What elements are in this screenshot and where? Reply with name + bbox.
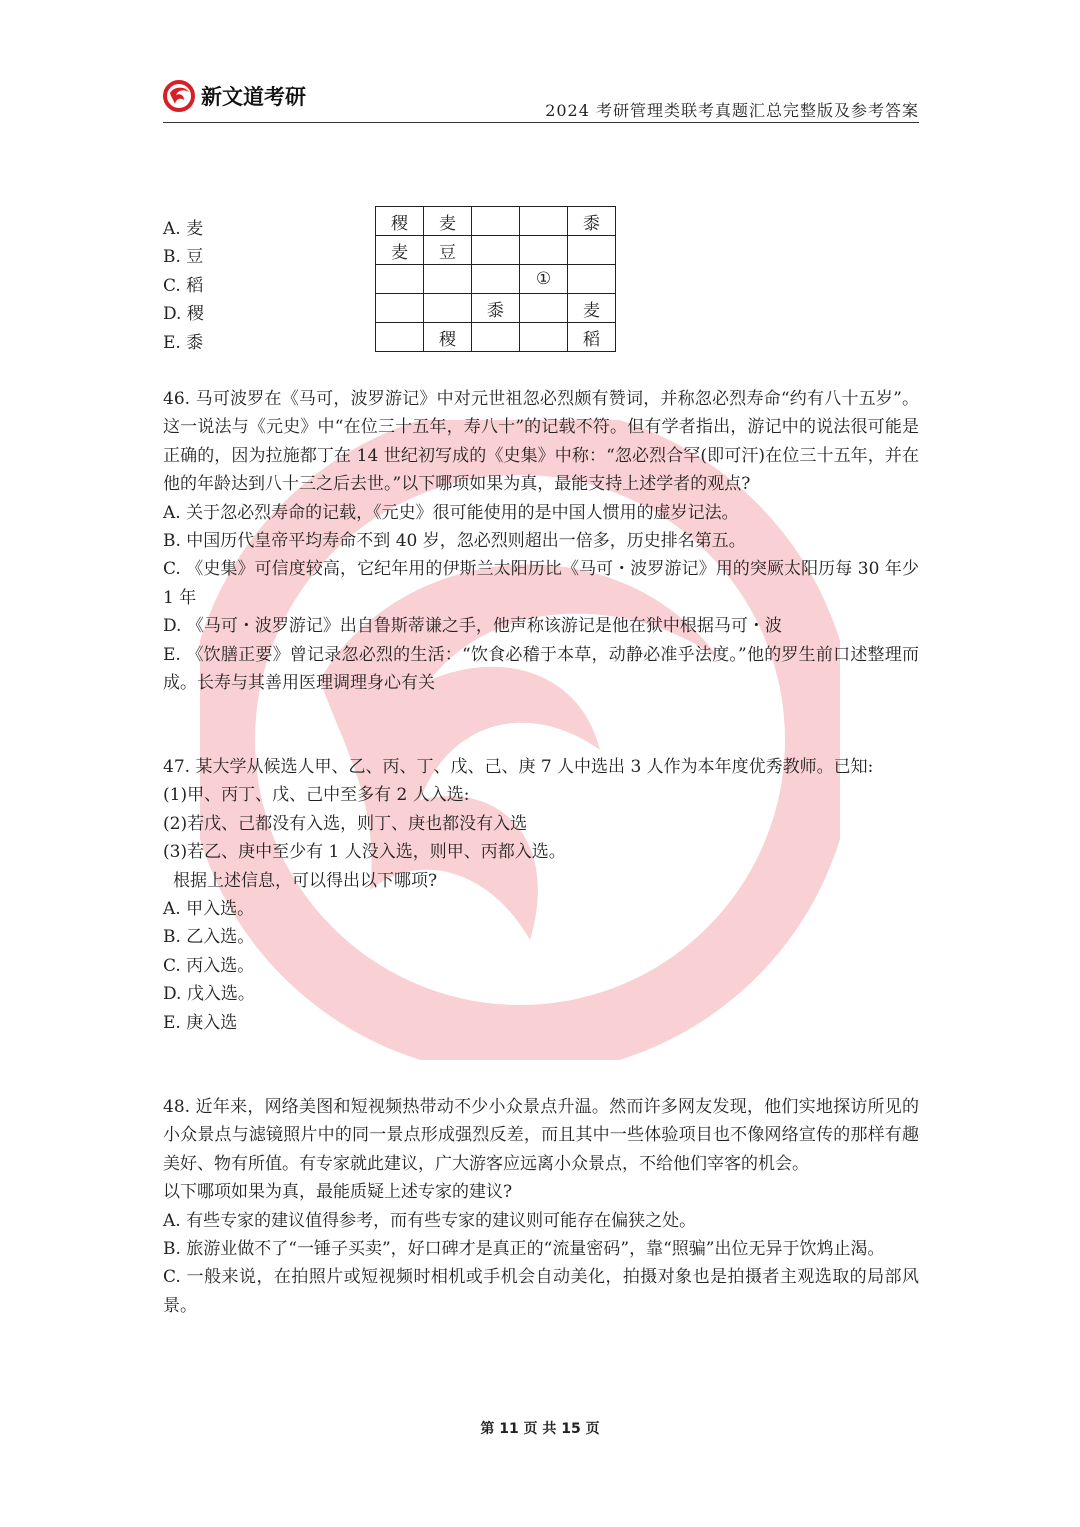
q46-option-c: C. 《史集》可信度较高，它纪年用的伊斯兰太阳历比《马可・波罗游记》用的突厥太阳历每 30 年少 1 年 [163,559,919,608]
grid-cell [376,294,424,323]
q46-option-d: D. 《马可・波罗游记》出自鲁斯蒂谦之手，他声称该游记是他在狱中根据马可・波 [163,616,782,637]
q45-option-e: E. 黍 [163,332,204,353]
q45-option-c: C. 稻 [163,275,204,296]
grid-cell: 稷 [376,207,424,236]
brand-logo [163,80,306,112]
grid-cell: 黍 [568,207,616,236]
grid-cell: 黍 [472,294,520,323]
q46-option-e: E. 《饮膳正要》曾记录忽必烈的生活：“饮食必稽于本草，动静必准乎法度。”他的罗生前口述整理而成。长寿与其善用医理调理身心有关 [163,644,919,694]
q47-option-e: E. 庚入选 [163,1012,238,1033]
grid-cell [520,323,568,352]
q45-options [163,215,204,357]
grid-row [376,323,616,352]
q46-option-a: A. 关于忽必烈寿命的记载，《元史》很可能使用的是中国人惯用的虚岁记法。 [163,502,739,523]
header-divider [163,122,919,123]
q48-stem: 48. 近年来，网络美图和短视频热带动不少小众景点升温。然而许多网友发现，他们实地探访所见的小众景点与滤镜照片中的同一景点形成强烈反差，而且其中一些体验项目也不像网络宣传的那样有趣美好、物有所值。有专家就此建议，广大游客应远离小众景点，不给他们宰客的机会。 [163,1097,919,1174]
grid-cell: ① [520,265,568,294]
q47-option-a: A. 甲入选。 [163,899,255,920]
grid-cell [424,294,472,323]
brand-name: 新文道考研 [201,85,306,109]
q48-option-a: A. 有些专家的建议值得参考，而有些专家的建议则可能存在偏狭之处。 [163,1210,697,1231]
q47-condition-3: (3)若乙、庚中至少有 1 人没入选，则甲、丙都入选。 [163,842,566,863]
grid-cell: 豆 [424,236,472,265]
q46-stem: 46. 马可波罗在《马可，波罗游记》中对元世祖忽必烈颇有赞词，并称忽必烈寿命“约有八十五岁”。这一说法与《元史》中“在位三十五年，寿八十”的记载不符。但有学者指出，游记中的说法很可能是正确的，因为拉施都丁在 14 世纪初写成的《史集》中称：“忽必烈合罕(即可汗)在位三十五年，并在他的年龄达到八十三之后去世。”以下哪项如果为真，最能支持上述学者的观点? [163,389,919,495]
q47-option-d: D. 戊入选。 [163,984,255,1005]
question-46 [163,385,919,697]
q45-option-d: D. 稷 [163,304,204,325]
q47-option-b: B. 乙入选。 [163,927,255,948]
grid-cell [472,207,520,236]
q47-prompt: 根据上述信息，可以得出以下哪项? [173,870,438,891]
phoenix-logo-icon [163,80,195,112]
grid-cell: 麦 [424,207,472,236]
grid-row [376,294,616,323]
q47-option-c: C. 丙入选。 [163,955,255,976]
grid-row [376,207,616,236]
grid-cell: 稷 [424,323,472,352]
grid-cell [424,265,472,294]
grid-row [376,265,616,294]
q45-grid [375,206,616,352]
grid-cell [376,323,424,352]
question-47 [163,753,919,1037]
grid-row [376,236,616,265]
grid-cell: 稻 [568,323,616,352]
grid-cell [520,207,568,236]
q45-option-a: A. 麦 [163,219,204,239]
grid-cell [472,265,520,294]
q48-prompt: 以下哪项如果为真，最能质疑上述专家的建议? [163,1182,513,1203]
q45-option-b: B. 豆 [163,247,204,268]
q46-option-b: B. 中国历代皇帝平均寿命不到 40 岁，忽必烈则超出一倍多，历史排名第五。 [163,531,746,552]
grid-cell [376,265,424,294]
q47-condition-1: (1)甲、丙丁、戊、己中至多有 2 人入选: [163,785,470,806]
grid-cell [472,236,520,265]
grid-cell [568,265,616,294]
q48-option-c: C. 一般来说，在拍照片或短视频时相机或手机会自动美化，拍摄对象也是拍摄者主观选取的局部风景。 [163,1267,919,1316]
grid-cell [520,294,568,323]
grid-cell: 麦 [376,236,424,265]
question-48 [163,1093,919,1320]
grid-cell [520,236,568,265]
page-header [163,80,919,124]
q48-option-b: B. 旅游业做不了“一锤子买卖”，好口碑才是真正的“流量密码”，靠“照骗”出位无异于饮鸩止渴。 [163,1239,885,1260]
grid-cell: 麦 [568,294,616,323]
grid-cell [472,323,520,352]
q47-condition-2: (2)若戊、己都没有入选，则丁、庚也都没有入选 [163,813,528,834]
q47-stem: 47. 某大学从候选人甲、乙、丙、丁、戊、己、庚 7 人中选出 3 人作为本年度优秀教师。已知: [163,757,874,777]
grid-cell [568,236,616,265]
document-title: 2024 考研管理类联考真题汇总完整版及参考答案 [545,101,919,120]
page-number: 第 11 页 共 15 页 [480,1421,600,1437]
